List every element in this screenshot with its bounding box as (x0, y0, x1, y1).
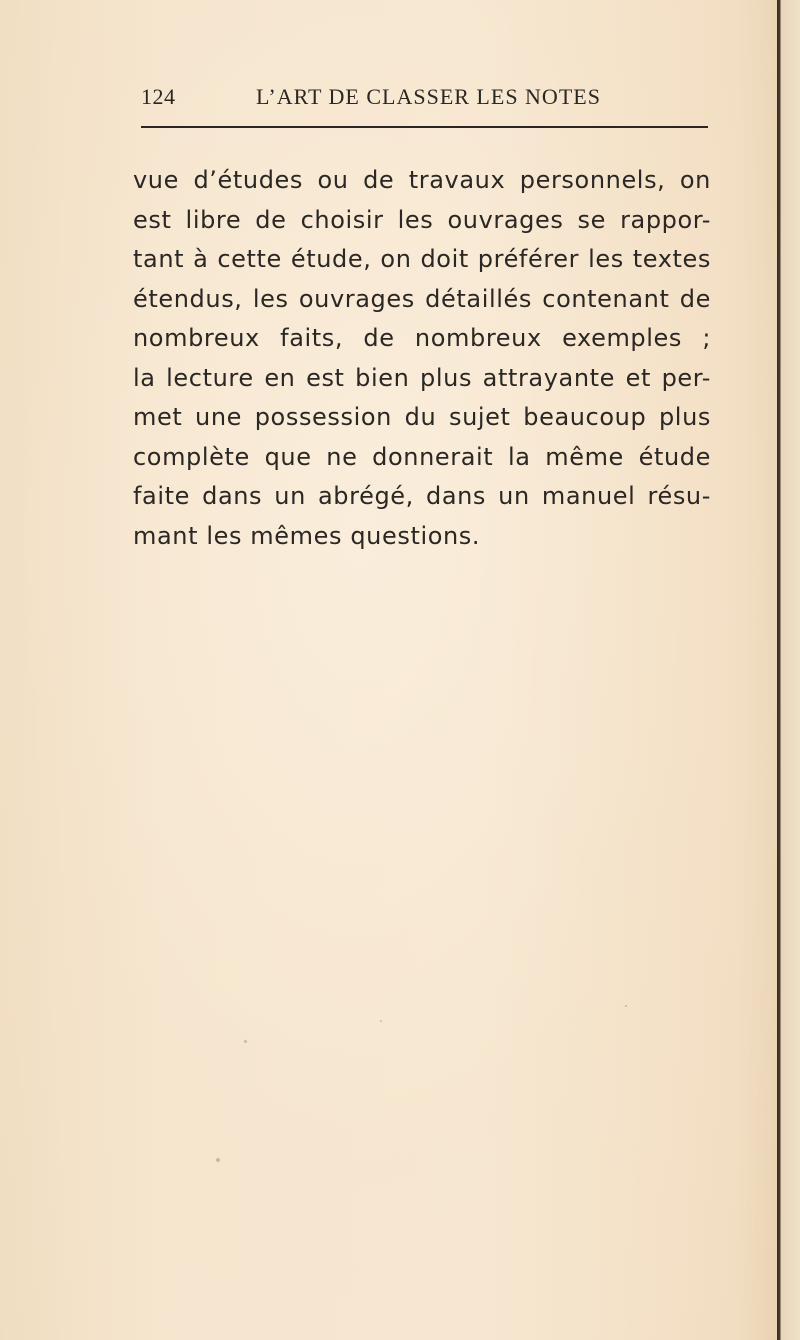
body-text (133, 161, 711, 556)
page-edge (777, 0, 800, 1340)
text-line: complète que ne donnerait la même étude (133, 442, 711, 471)
text-line: étendus, les ouvrages détaillés contenant de (133, 284, 711, 313)
text-line: vue d’études ou de travaux personnels, on (133, 166, 711, 194)
paper-speck (380, 1020, 382, 1022)
text-line: est libre de choisir les ouvrages se rappor- (133, 205, 711, 234)
running-head: L’ART DE CLASSER LES NOTES (256, 84, 601, 109)
text-line: nombreux faits, de nombreux exemples ; (133, 324, 711, 352)
text-line: tant à cette étude, on doit préférer les textes (133, 245, 711, 273)
page-number: 124 (141, 84, 176, 109)
text-line: mant les mêmes questions. (133, 521, 481, 550)
paper-speck (216, 1158, 220, 1162)
paper-speck (244, 1040, 247, 1043)
text-line: met une possession du sujet beaucoup plus (133, 403, 711, 431)
paper-speck (625, 1005, 627, 1007)
header-rule (141, 126, 708, 128)
text-line: faite dans un abrégé, dans un manuel résu- (133, 482, 711, 510)
text-line: la lecture en est bien plus attrayante et per- (133, 363, 711, 392)
page-header (141, 84, 709, 114)
